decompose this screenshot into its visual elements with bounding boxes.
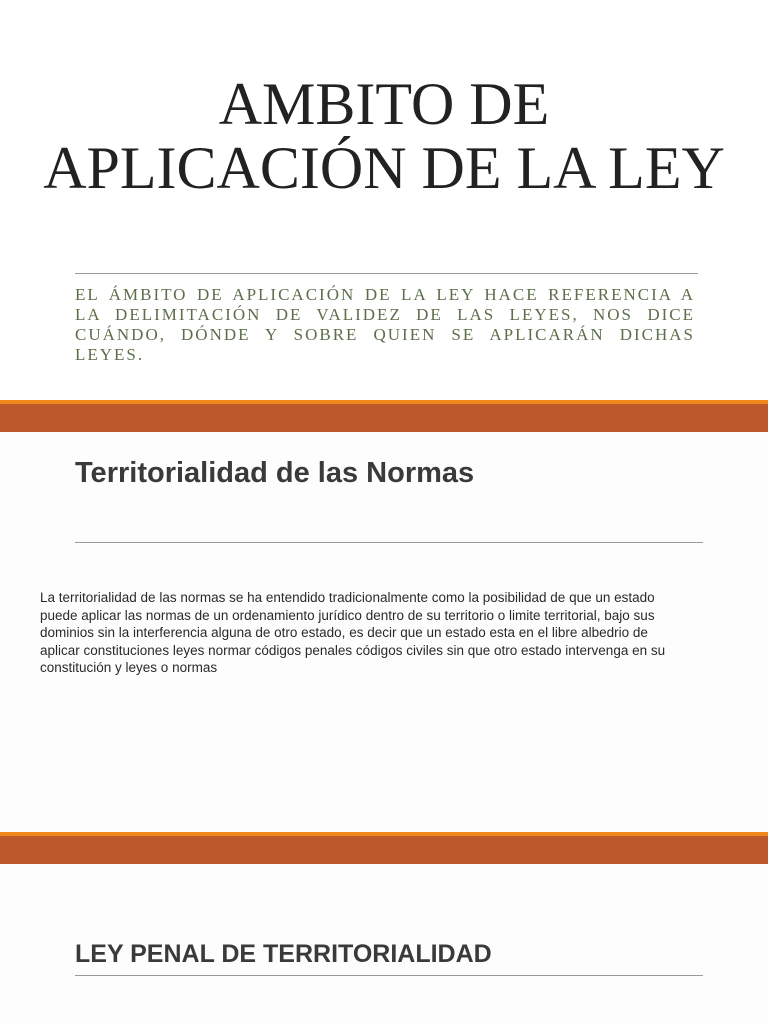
slide-subtitle: EL ÁMBITO DE APLICACIÓN DE LA LEY HACE REFERENCIA A LA DELIMITACIÓN DE VALIDEZ DE LAS LEYES, NOS DICE CUÁNDO, DÓNDE Y SOBRE QUIEN SE APLICARÁN DICHAS LEYES.	[75, 285, 695, 364]
separator-stripe	[0, 832, 768, 836]
slide-separator	[0, 400, 768, 432]
slide-separator	[0, 832, 768, 864]
slide-title-heading: AMBITO DE APLICACIÓN DE LA LEY	[43, 71, 725, 201]
heading-divider	[75, 975, 703, 976]
heading-divider	[75, 542, 703, 543]
section-heading: Territorialidad de las Normas	[75, 457, 475, 489]
section-heading: LEY PENAL DE TERRITORIALIDAD	[75, 940, 492, 968]
title-divider	[75, 273, 698, 274]
body-paragraph: La territorialidad de las normas se ha entendido tradicionalmente como la posibilidad de que un estado puede aplicar las normas de un ordenamiento jurídico dentro de su territorio o limite territorial, bajo sus dominios sin la interferencia alguna de otro estado, es decir que un estado esta en el libre albedrio de aplicar constituciones leyes normar códigos penales códigos civiles sin que otro estado intervenga en su constitución y leyes o normas	[40, 590, 666, 675]
separator-stripe	[0, 400, 768, 404]
